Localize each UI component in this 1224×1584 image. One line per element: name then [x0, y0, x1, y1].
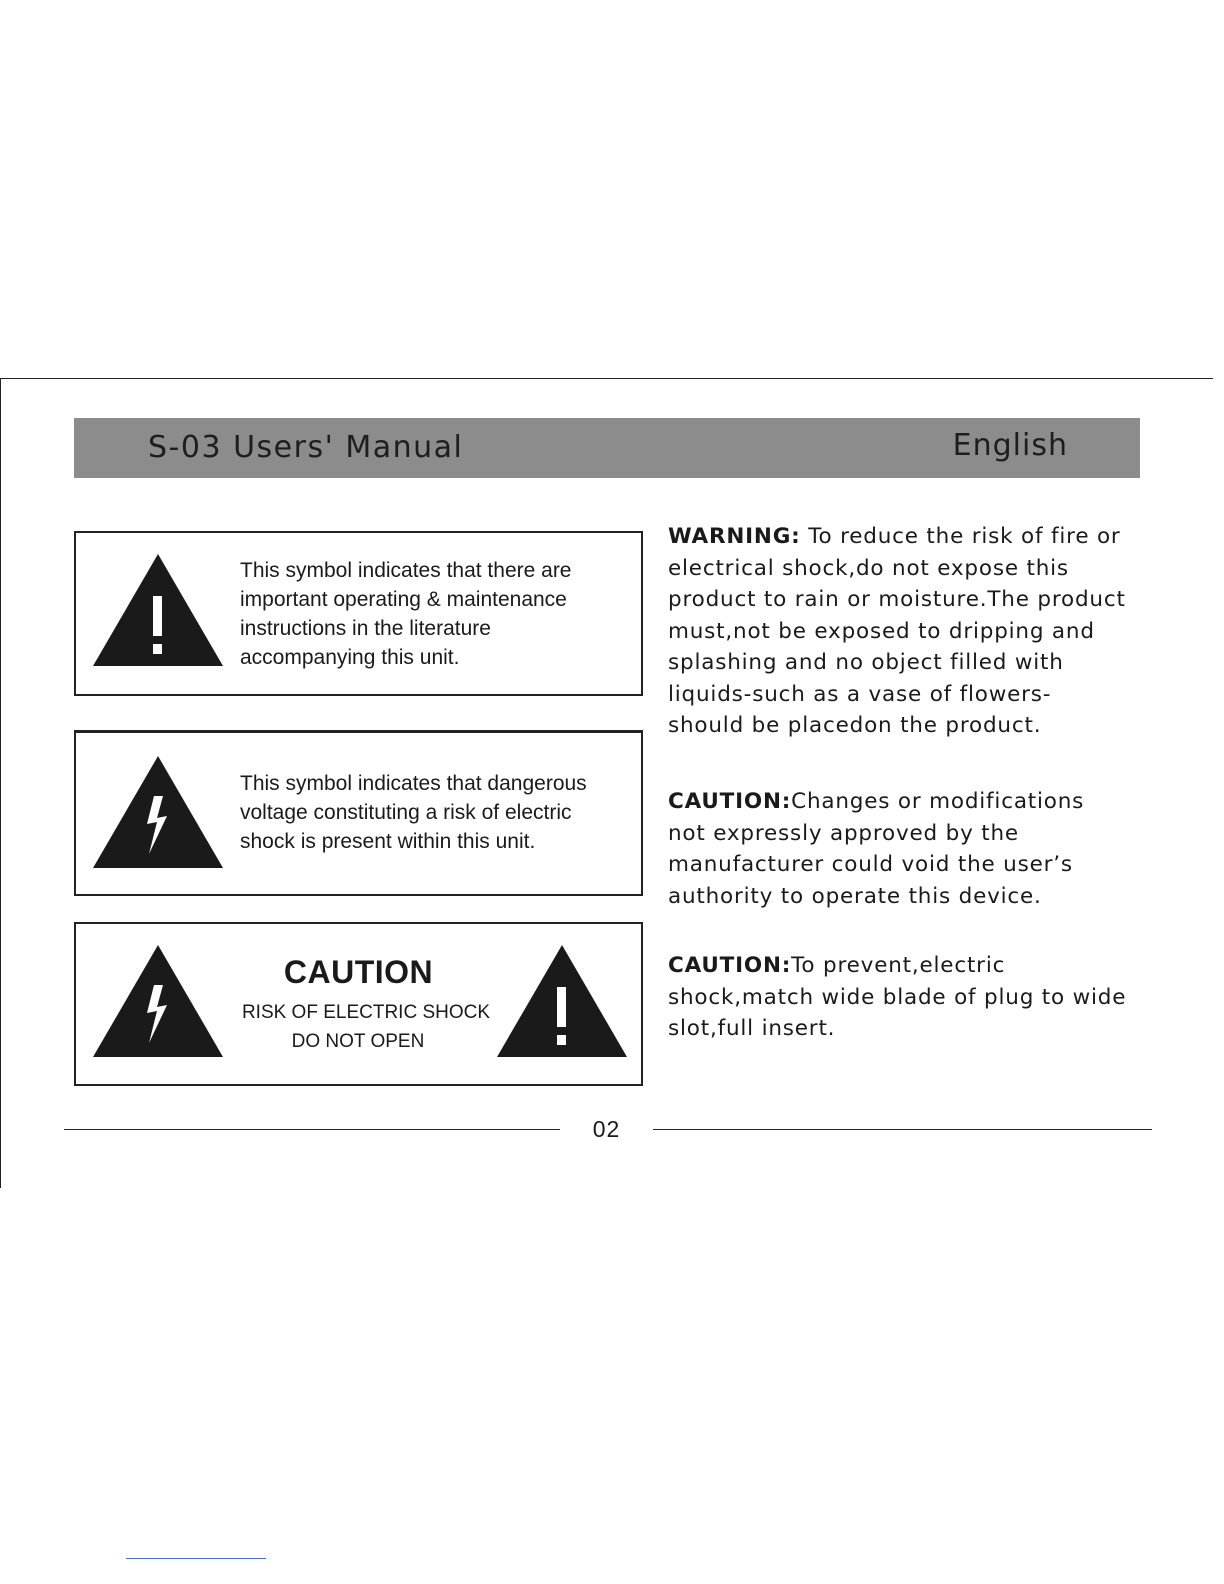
description-line: accompanying this unit.: [240, 646, 460, 669]
notice-line: slot,full insert.: [668, 1016, 836, 1041]
description-line: shock is present within this unit.: [240, 830, 536, 853]
description-line: This symbol indicates that there are: [240, 559, 572, 582]
page-number: 02: [592, 1116, 621, 1142]
notice-line: [668, 786, 1148, 818]
exclamation-triangle-icon: [495, 943, 629, 1059]
notice-line: should be placedon the product.: [668, 713, 1042, 738]
symbol-box-voltage: [74, 730, 643, 896]
manual-title: S-03 Users' Manual: [148, 430, 464, 465]
symbol-description: [240, 556, 640, 672]
caution-line: DO NOT OPEN: [291, 1031, 425, 1052]
caution-notice-modifications: [668, 786, 1148, 912]
notice-line: liquids-such as a vase of flowers-: [668, 681, 1052, 707]
notice-line: electrical shock,do not expose this: [668, 555, 1069, 581]
footer-rule-left: [64, 1129, 560, 1130]
notice-line: [668, 521, 1148, 553]
notice-line: product to rain or moisture.The product: [668, 587, 1126, 612]
notice-text: Changes or modifications: [791, 789, 1085, 814]
lightning-triangle-icon: [91, 754, 225, 870]
notice-line: manufacturer could void the user’s: [668, 852, 1073, 877]
warning-notice: [668, 521, 1148, 742]
notice-lead: CAUTION:: [668, 789, 792, 814]
notice-line: [668, 950, 1148, 982]
notice-line: not expressly approved by the: [668, 820, 1019, 846]
caution-label-box: [74, 922, 643, 1086]
notice-lead: CAUTION:: [668, 953, 792, 978]
bottom-underline: [126, 1558, 266, 1559]
caution-line: RISK OF ELECTRIC SHOCK: [241, 1002, 491, 1023]
notice-line: splashing and no object filled with: [668, 650, 1064, 675]
top-rule: [0, 378, 1213, 379]
description-line: This symbol indicates that dangerous: [240, 772, 587, 795]
notice-text: To prevent,electric: [791, 953, 1006, 978]
lightning-triangle-icon: [91, 943, 225, 1059]
notice-line: authority to operate this device.: [668, 883, 1042, 909]
left-rule: [0, 378, 1, 1188]
notice-lead: WARNING:: [668, 524, 801, 549]
notice-text: To reduce the risk of fire or: [800, 524, 1121, 549]
notice-line: must,not be exposed to dripping and: [668, 618, 1095, 644]
caution-notice-plug: [668, 950, 1148, 1045]
description-line: important operating & maintenance: [240, 588, 567, 611]
exclamation-triangle-icon: [91, 552, 225, 668]
footer-rule-right: [653, 1129, 1152, 1130]
symbol-description: [240, 769, 640, 856]
header-banner: [74, 418, 1140, 478]
description-line: voltage constituting a risk of electric: [240, 801, 572, 824]
symbol-box-maintenance: [74, 531, 643, 696]
caution-title: CAUTION: [283, 954, 434, 990]
description-line: instructions in the literature: [240, 617, 491, 640]
notice-line: shock,match wide blade of plug to wide: [668, 984, 1127, 1010]
language-label: English: [952, 428, 1068, 463]
